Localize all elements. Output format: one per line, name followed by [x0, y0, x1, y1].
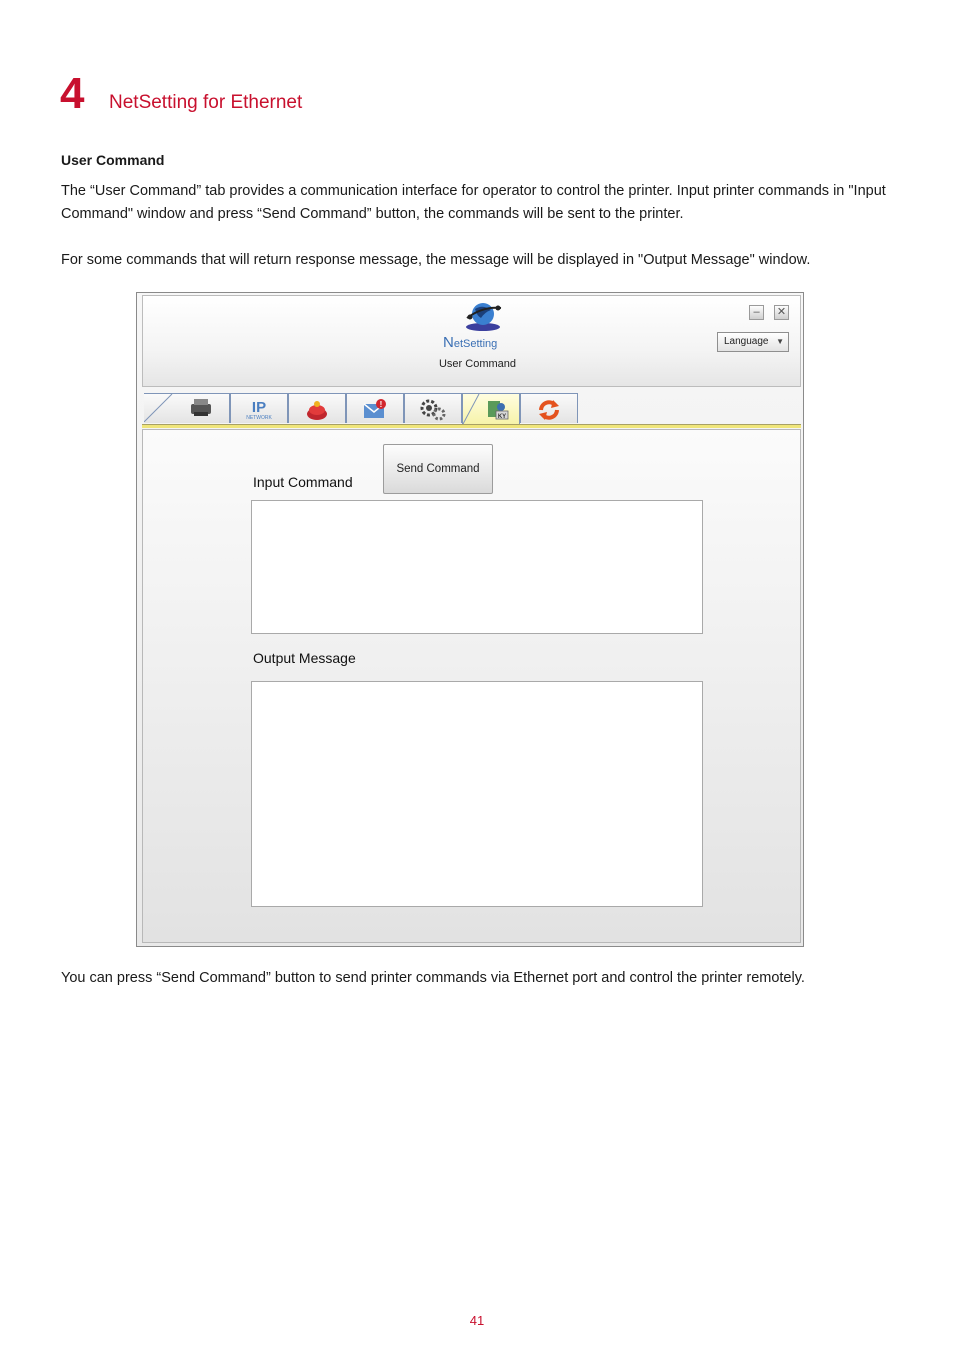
svg-text:KY: KY: [497, 414, 507, 420]
tab-ip-network[interactable]: [230, 393, 288, 423]
svg-text:IP: IP: [251, 399, 267, 416]
output-message-textarea[interactable]: [251, 681, 703, 907]
intro-paragraph: The “User Command” tab provides a communication interface for operator to control the printer. Input printer commands in "Input Command" window and press “Send Command” button, the commands will be sent to the printer.: [61, 183, 886, 222]
user-command-icon: [484, 398, 510, 422]
page-number: 41: [469, 1313, 485, 1328]
response-paragraph: For some commands that will return response message, the message will be displayed in "Output Message" window.: [61, 252, 811, 268]
alarm-button-icon: [305, 398, 329, 422]
tab-printer[interactable]: [144, 393, 230, 423]
chapter-title: NetSetting for Ethernet: [109, 92, 303, 113]
send-command-button[interactable]: Send Command: [383, 444, 493, 494]
refresh-icon: [536, 398, 562, 422]
netsetting-logo-text: NetSetting: [443, 334, 498, 351]
chevron-down-icon: ▼: [776, 337, 784, 346]
language-select[interactable]: Language ▼: [717, 332, 789, 352]
input-command-textarea[interactable]: [251, 500, 703, 634]
svg-text:!: !: [379, 400, 383, 409]
svg-text:NETWORK: NETWORK: [246, 415, 272, 420]
tab-refresh[interactable]: [520, 393, 578, 423]
minimize-button[interactable]: –: [749, 305, 764, 320]
output-message-label: Output Message: [253, 650, 356, 666]
user-command-panel: [142, 429, 801, 943]
netsetting-window: [136, 292, 804, 947]
mail-alert-icon: [362, 398, 388, 420]
tab-user-command[interactable]: [462, 393, 520, 425]
close-button[interactable]: ✕: [774, 305, 789, 320]
section-heading: User Command: [61, 152, 165, 168]
ip-network-icon: [244, 398, 274, 420]
tab-underline: [142, 424, 801, 428]
app-header: [142, 295, 801, 387]
window-subtitle: User Command: [438, 358, 517, 370]
tab-settings[interactable]: [404, 393, 462, 423]
input-command-label: Input Command: [253, 474, 353, 490]
tab-strip: [142, 393, 801, 425]
gears-icon: [419, 398, 447, 422]
tab-mail-alert[interactable]: [346, 393, 404, 423]
printer-icon: [188, 398, 214, 418]
closing-paragraph: You can press “Send Command” button to send printer commands via Ethernet port and control the printer remotely.: [61, 970, 805, 986]
tab-alarm[interactable]: [288, 393, 346, 423]
chapter-number: 4: [60, 69, 85, 118]
netsetting-logo-icon: [461, 300, 505, 332]
